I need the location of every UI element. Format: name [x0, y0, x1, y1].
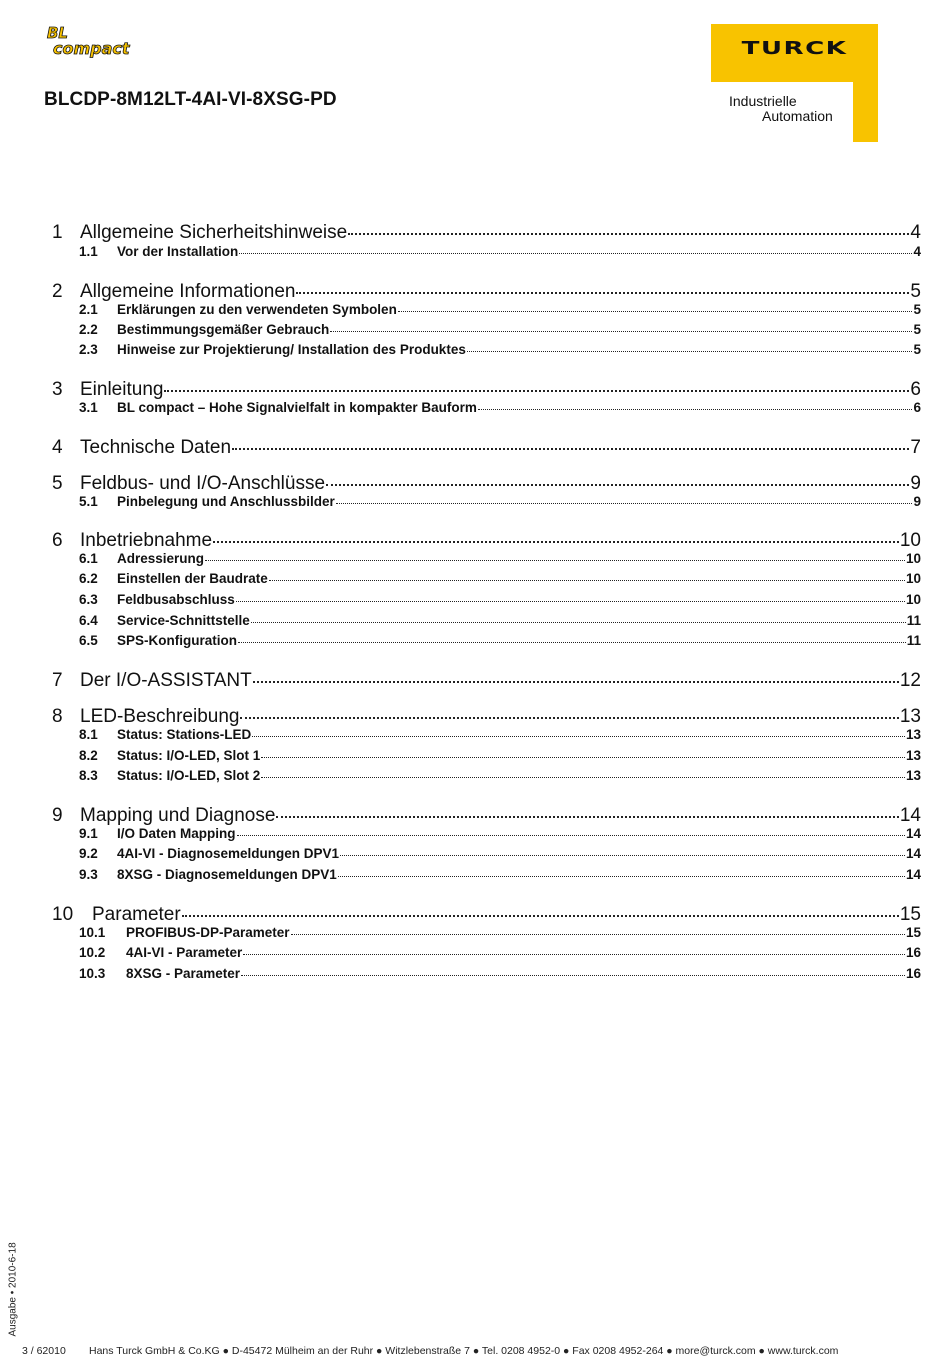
toc-entry-page: 10: [905, 551, 921, 566]
toc-entry-number: 8: [52, 706, 63, 727]
toc-entry-title: Einleitung: [80, 379, 164, 400]
toc-entry-page: 10: [899, 530, 921, 551]
toc-entry-title: Service-Schnittstelle: [117, 613, 250, 628]
toc-section-entry[interactable]: [52, 867, 921, 885]
svg-text:BL: BL: [47, 24, 68, 42]
toc-entry-title: Status: Stations-LED: [117, 727, 252, 742]
toc-entry-number: 9: [52, 805, 63, 826]
toc-section-entry[interactable]: [52, 768, 921, 786]
toc-entry-page: 15: [899, 904, 921, 925]
toc-entry-title: Der I/O-ASSISTANT: [80, 670, 252, 691]
toc-entry-title: 8XSG - Parameter: [126, 966, 241, 981]
toc-dot-leader: [241, 974, 905, 976]
toc-entry-title: Status: I/O-LED, Slot 1: [117, 748, 261, 763]
toc-entry-page: 15: [905, 925, 921, 940]
toc-dot-leader: [182, 914, 899, 917]
toc-chapter-entry[interactable]: [52, 437, 921, 461]
toc-entry-page: 6: [913, 400, 921, 415]
toc-section-entry[interactable]: [52, 494, 921, 512]
toc-entry-number: 3: [52, 379, 63, 400]
toc-entry-number: 9.2: [79, 846, 98, 861]
toc-entry-number: 8.1: [79, 727, 98, 742]
toc-section-entry[interactable]: [52, 925, 921, 943]
toc-dot-leader: [251, 621, 906, 623]
toc-entry-page: 11: [906, 633, 921, 648]
toc-entry-number: 2.2: [79, 322, 98, 337]
toc-section-entry[interactable]: [52, 244, 921, 262]
toc-entry-title: 4AI-VI - Diagnosemeldungen DPV1: [117, 846, 340, 861]
toc-dot-leader: [269, 579, 905, 581]
toc-entry-title: BL compact – Hohe Signalvielfalt in kompakter Bauform: [117, 400, 477, 415]
toc-entry-title: Allgemeine Informationen: [80, 281, 296, 302]
toc-dot-leader: [261, 756, 905, 758]
document-title: BLCDP-8M12LT-4AI-VI-8XSG-PD: [44, 89, 337, 110]
toc-entry-title: Vor der Installation: [117, 244, 239, 259]
toc-dot-leader: [276, 815, 898, 818]
toc-section-entry[interactable]: [52, 748, 921, 766]
toc-dot-leader: [291, 933, 905, 935]
toc-section-entry[interactable]: [52, 966, 921, 984]
toc-entry-page: 11: [906, 613, 921, 628]
toc-dot-leader: [296, 291, 909, 294]
toc-dot-leader: [330, 330, 912, 332]
toc-entry-page: 10: [905, 571, 921, 586]
toc-section-entry[interactable]: [52, 592, 921, 610]
toc-entry-number: 6: [52, 530, 63, 551]
turck-logo: [711, 24, 867, 142]
toc-dot-leader: [253, 680, 899, 683]
toc-dot-leader: [348, 232, 909, 235]
toc-entry-number: 1: [52, 222, 63, 243]
toc-entry-number: 6.3: [79, 592, 98, 607]
toc-section-entry[interactable]: [52, 571, 921, 589]
toc-dot-leader: [243, 953, 905, 955]
toc-dot-leader: [239, 252, 912, 254]
company-address: Hans Turck GmbH & Co.KG ● D-45472 Mülheim an der Ruhr ● Witzlebenstraße 7 ● Tel. 0208 4952-0 ● Fax 0208 4952-264 ● more@turck.com ● www.turck.com: [89, 1345, 839, 1357]
toc-dot-leader: [338, 875, 905, 877]
toc-section-entry[interactable]: [52, 826, 921, 844]
toc-entry-page: 16: [905, 945, 921, 960]
toc-section-entry[interactable]: [52, 302, 921, 320]
toc-dot-leader: [340, 854, 905, 856]
toc-entry-number: 10.1: [79, 925, 106, 940]
toc-entry-title: Allgemeine Sicherheitshinweise: [80, 222, 348, 243]
toc-entry-number: 6.2: [79, 571, 98, 586]
toc-dot-leader: [205, 559, 905, 561]
toc-section-entry[interactable]: [52, 322, 921, 340]
toc-entry-page: 12: [899, 670, 921, 691]
toc-section-entry[interactable]: [52, 945, 921, 963]
toc-section-entry[interactable]: [52, 613, 921, 631]
toc-entry-number: 6.1: [79, 551, 98, 566]
toc-entry-number: 2.1: [79, 302, 98, 317]
toc-entry-title: Hinweise zur Projektierung/ Installation des Produktes: [117, 342, 466, 357]
toc-dot-leader: [478, 408, 913, 410]
toc-entry-number: 10.3: [79, 966, 106, 981]
toc-chapter-entry[interactable]: [52, 222, 921, 246]
toc-entry-title: 8XSG - Diagnosemeldungen DPV1: [117, 867, 337, 882]
toc-entry-number: 2: [52, 281, 63, 302]
toc-entry-number: 6.4: [79, 613, 98, 628]
toc-entry-number: 6.5: [79, 633, 98, 648]
toc-entry-title: Feldbusabschluss: [117, 592, 235, 607]
toc-dot-leader: [240, 716, 898, 719]
toc-entry-page: 14: [905, 846, 921, 861]
toc-entry-page: 4: [913, 244, 921, 259]
toc-entry-number: 10: [52, 904, 74, 925]
toc-entry-title: SPS-Konfiguration: [117, 633, 237, 648]
toc-dot-leader: [336, 502, 913, 504]
toc-entry-page: 4: [910, 222, 921, 243]
toc-entry-title: 4AI-VI - Parameter: [126, 945, 243, 960]
svg-text:compact: compact: [53, 39, 130, 58]
toc-entry-page: 6: [910, 379, 921, 400]
toc-entry-number: 7: [52, 670, 63, 691]
toc-entry-page: 7: [910, 437, 921, 458]
toc-section-entry[interactable]: [52, 727, 921, 745]
toc-entry-title: I/O Daten Mapping: [117, 826, 236, 841]
toc-section-entry[interactable]: [52, 551, 921, 569]
toc-entry-title: Pinbelegung und Anschlussbilder: [117, 494, 335, 509]
toc-entry-number: 4: [52, 437, 63, 458]
toc-entry-page: 5: [913, 302, 921, 317]
brand-tagline-1: Industrielle: [729, 93, 797, 109]
toc-entry-number: 3.1: [79, 400, 98, 415]
toc-entry-number: 5: [52, 473, 63, 494]
toc-entry-number: 9.1: [79, 826, 98, 841]
toc-entry-number: 8.3: [79, 768, 98, 783]
edition-date: Ausgabe • 2010-6-18: [7, 1242, 19, 1337]
toc-dot-leader: [236, 600, 905, 602]
toc-entry-title: Inbetriebnahme: [80, 530, 213, 551]
toc-entry-title: Technische Daten: [80, 437, 232, 458]
toc-entry-title: Status: I/O-LED, Slot 2: [117, 768, 261, 783]
toc-chapter-entry[interactable]: [52, 670, 921, 694]
toc-entry-page: 10: [905, 592, 921, 607]
toc-dot-leader: [164, 389, 909, 392]
toc-entry-page: 14: [905, 826, 921, 841]
toc-entry-number: 10.2: [79, 945, 106, 960]
toc-dot-leader: [213, 540, 899, 543]
turck-brand-name: TURCK: [741, 38, 848, 59]
toc-entry-page: 5: [913, 322, 921, 337]
page-reference: 3 / 62010: [22, 1345, 66, 1357]
toc-entry-title: Bestimmungsgemäßer Gebrauch: [117, 322, 330, 337]
toc-entry-number: 8.2: [79, 748, 98, 763]
toc-entry-page: 13: [905, 768, 921, 783]
toc-entry-page: 13: [899, 706, 921, 727]
toc-entry-number: 1.1: [79, 244, 98, 259]
toc-entry-number: 5.1: [79, 494, 98, 509]
toc-entry-title: Adressierung: [117, 551, 205, 566]
toc-entry-title: Feldbus- und I/O-Anschlüsse: [80, 473, 326, 494]
toc-dot-leader: [238, 641, 906, 643]
toc-entry-number: 2.3: [79, 342, 98, 357]
toc-dot-leader: [232, 447, 909, 450]
toc-dot-leader: [326, 483, 909, 486]
toc-entry-title: Einstellen der Baudrate: [117, 571, 268, 586]
toc-dot-leader: [467, 350, 913, 352]
toc-entry-title: Parameter: [92, 904, 181, 925]
toc-entry-number: 9.3: [79, 867, 98, 882]
toc-entry-page: 14: [905, 867, 921, 882]
turck-logo-stripe: [853, 82, 878, 142]
toc-entry-page: 9: [910, 473, 921, 494]
toc-entry-title: LED-Beschreibung: [80, 706, 240, 727]
toc-entry-page: 14: [899, 805, 921, 826]
bl-compact-logo: [45, 24, 170, 58]
toc-entry-page: 9: [913, 494, 921, 509]
toc-dot-leader: [398, 310, 913, 312]
toc-dot-leader: [261, 776, 905, 778]
toc-entry-page: 5: [910, 281, 921, 302]
toc-section-entry[interactable]: [52, 400, 921, 418]
toc-entry-title: PROFIBUS-DP-Parameter: [126, 925, 290, 940]
toc-entry-page: 13: [905, 727, 921, 742]
toc-entry-title: Mapping und Diagnose: [80, 805, 276, 826]
toc-section-entry[interactable]: [52, 342, 921, 360]
turck-logo-block: [711, 24, 878, 82]
toc-dot-leader: [237, 834, 905, 836]
toc-section-entry[interactable]: [52, 633, 921, 651]
toc-dot-leader: [252, 735, 905, 737]
toc-entry-page: 16: [905, 966, 921, 981]
brand-tagline-2: Automation: [762, 108, 833, 124]
toc-entry-title: Erklärungen zu den verwendeten Symbolen: [117, 302, 397, 317]
toc-section-entry[interactable]: [52, 846, 921, 864]
toc-entry-page: 5: [913, 342, 921, 357]
toc-entry-page: 13: [905, 748, 921, 763]
